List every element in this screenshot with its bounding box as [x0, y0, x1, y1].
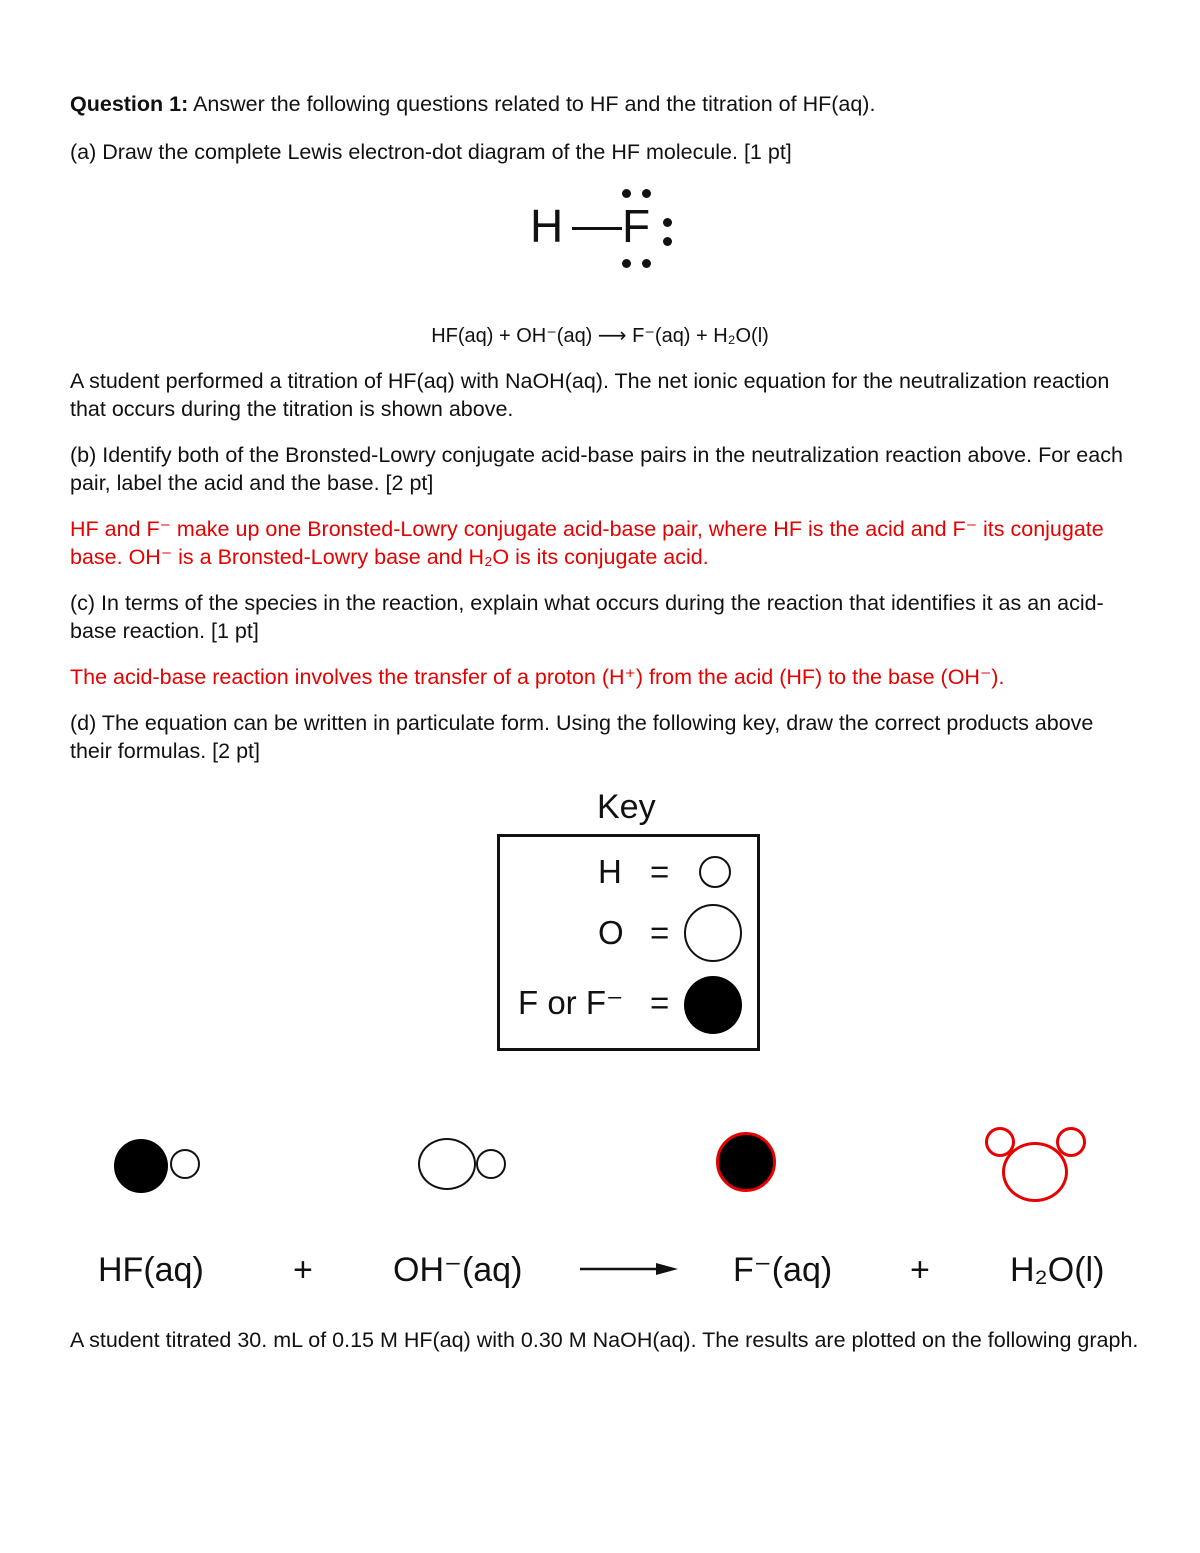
eq-hf: HF(aq) [98, 1251, 204, 1289]
part-d-text: (d) The equation can be written in particulate form. Using the following key, draw the correct products above their formulas. [2 pt] [70, 711, 1094, 763]
reaction-arrow [580, 1258, 680, 1280]
lewis-bond [572, 227, 622, 230]
fluorine-key-circle [684, 976, 742, 1034]
key-equals: = [650, 853, 670, 890]
net-ionic-equation: HF(aq) + OH⁻(aq) ⟶ F⁻(aq) + H₂O(l) [431, 325, 769, 347]
oh-oxygen-particle [418, 1138, 476, 1190]
intro-paragraph: A student performed a titration of HF(aq) with NaOH(aq). The net ionic equation for the neutralization reaction that occurs during the titration is shown above. [70, 369, 1110, 421]
question-intro [70, 90, 1140, 118]
key-o-label: O [598, 914, 624, 951]
part-b-answer: HF and F⁻ make up one Bronsted-Lowry conjugate acid-base pair, where HF is the acid and F⁻ its conjugate base. OH⁻ is a Bronsted-Lowry base and H₂O is its conjugate acid. [70, 517, 1104, 569]
key-f-label: F or F⁻ [518, 984, 624, 1021]
part-b-text: (b) Identify both of the Bronsted-Lowry conjugate acid-base pairs in the neutralization reaction above. For each pair, label the acid and the base. [2 pt] [70, 443, 1123, 495]
lewis-diagram [526, 183, 686, 273]
lone-pair-dot [622, 259, 631, 268]
hydrogen-key-circle [699, 856, 731, 888]
part-c-text: (c) In terms of the species in the reaction, explain what occurs during the reaction that identifies it as an acid-base reaction. [1 pt] [70, 591, 1104, 643]
f-ion-particle-answer [716, 1132, 776, 1192]
part-c-answer: The acid-base reaction involves the transfer of a proton (H⁺) from the acid (HF) to the base (OH⁻). [70, 665, 1005, 689]
oh-hydrogen-particle [476, 1149, 506, 1179]
lone-pair-dot [663, 237, 672, 246]
lone-pair-dot [622, 189, 631, 198]
lone-pair-dot [663, 218, 672, 227]
hf-hydrogen-particle [170, 1149, 200, 1179]
key-equals: = [650, 984, 670, 1021]
eq-plus: + [293, 1251, 313, 1289]
eq-f: F⁻(aq) [733, 1251, 833, 1289]
key-h-label: H [598, 853, 622, 890]
lewis-h: H [530, 200, 564, 252]
lone-pair-dot [642, 259, 651, 268]
eq-h2o: H₂O(l) [1010, 1251, 1105, 1289]
lone-pair-dot [642, 189, 651, 198]
hf-fluorine-particle [114, 1139, 168, 1193]
key-box [497, 834, 760, 1051]
h2o-oxygen-particle-answer [1002, 1142, 1068, 1202]
key-title: Key [597, 788, 656, 826]
part-a-text: (a) Draw the complete Lewis electron-dot diagram of the HF molecule. [1 pt] [70, 140, 792, 164]
eq-plus: + [910, 1251, 930, 1289]
eq-oh: OH⁻(aq) [393, 1251, 523, 1289]
question-label: Question 1: [70, 92, 189, 116]
final-paragraph: A student titrated 30. mL of 0.15 M HF(aq) with 0.30 M NaOH(aq). The results are plotted on the following graph. [70, 1328, 1139, 1352]
oxygen-key-circle [684, 904, 742, 962]
lewis-f: F [622, 200, 651, 252]
key-equals: = [650, 914, 670, 951]
question-text: Answer the following questions related to HF and the titration of HF(aq). [193, 92, 876, 116]
